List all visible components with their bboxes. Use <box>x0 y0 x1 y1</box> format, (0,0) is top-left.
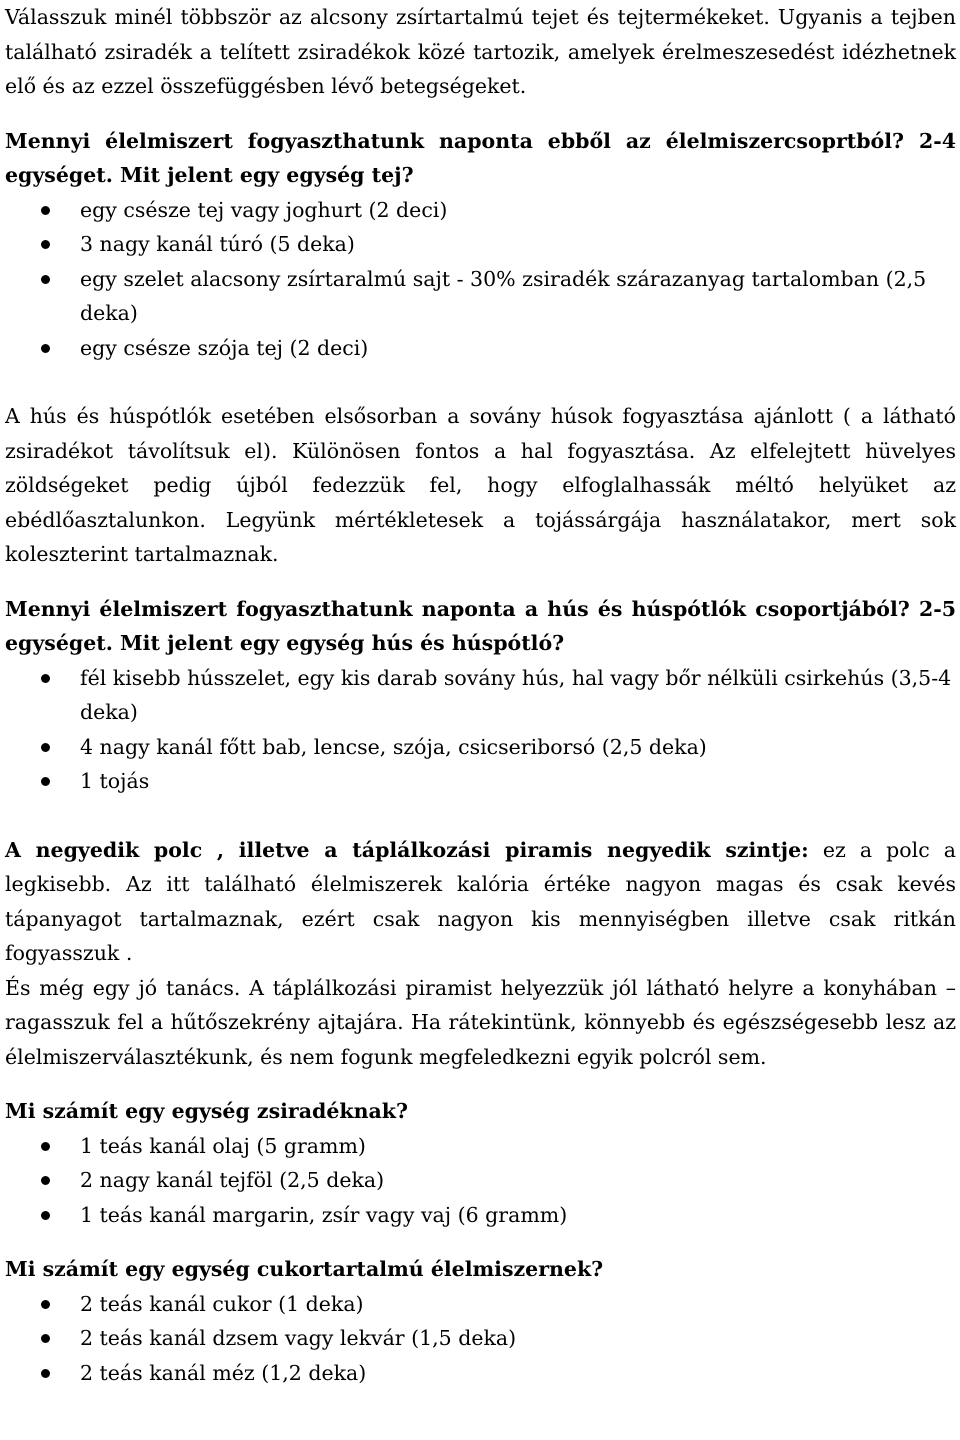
sugar-unit-list <box>5 1287 956 1391</box>
intro-paragraph: Válasszuk minél többször az alcsony zsírtartalmú tejet és tejtermékeket. Ugyanis a tejben található zsiradék a telített zsiradékok közé tartozik, amelyek érelmeszesedést idézhetnek elő és az ezzel összefüggésben lévő betegségeket. <box>5 5 956 98</box>
document-page <box>5 0 956 1390</box>
list-item: 2 teás kanál dzsem vagy lekvár (1,5 deka) <box>5 1321 956 1356</box>
bullet-icon <box>41 1142 50 1151</box>
meat-paragraph: A hús és húspótlók esetében elsősorban a sovány húsok fogyasztása ajánlott ( a látható zsiradékot távolítsuk el). Különösen fontos a hal fogyasztása. Az elfelejtett hüvelyes zöldségeket pedig újból fedezzük fel, hogy elfoglalhassák méltó helyüket az ebédlőasztalunkon. Legyünk mértékletesek a tojássárgája használatakor, mert sok koleszterint tartalmaznak. <box>5 404 956 566</box>
list-item: fél kisebb hússzelet, egy kis darab sovány hús, hal vagy bőr nélküli csirkehús (3,5-4 deka) <box>5 661 956 730</box>
bullet-icon <box>41 1300 50 1309</box>
list-item: 2 nagy kanál tejföl (2,5 deka) <box>5 1163 956 1198</box>
bullet-icon <box>41 777 50 786</box>
list-item: 4 nagy kanál főtt bab, lencse, szója, csicseriborsó (2,5 deka) <box>5 730 956 765</box>
bullet-icon <box>41 743 50 752</box>
dairy-unit-list <box>5 193 956 366</box>
meat-heading: Mennyi élelmiszert fogyaszthatunk naponta a hús és húspótlók csoportjából? 2-5 egységet. Mit jelent egy egység hús és húspótló? <box>5 596 956 655</box>
fourth-shelf-paragraph <box>5 833 956 971</box>
bullet-icon <box>41 1176 50 1185</box>
sugar-heading: Mi számít egy egység cukortartalmú élelmiszernek? <box>5 1257 604 1281</box>
fourth-shelf-text: ez a polc a legkisebb. Az itt található élelmiszerek kalória értéke nagyon magas és csak kevés tápanyagot tartalmaznak, ezért csak nagyon kis mennyiségben illetve csak ritkán fogyasszuk . <box>5 837 956 965</box>
list-item: egy csésze szója tej (2 deci) <box>5 331 956 366</box>
list-item: 2 teás kanál cukor (1 deka) <box>5 1287 956 1322</box>
bullet-icon <box>41 275 50 284</box>
dairy-heading: Mennyi élelmiszert fogyaszthatunk naponta ebből az élelmiszercsoprtból? 2-4 egységet. Mit jelent egy egység tej? <box>5 128 956 187</box>
bullet-icon <box>41 240 50 249</box>
bullet-icon <box>41 674 50 683</box>
meat-unit-list <box>5 661 956 799</box>
bullet-icon <box>41 1369 50 1378</box>
list-item: egy szelet alacsony zsírtaralmú sajt - 30% zsiradék szárazanyag tartalomban (2,5 deka) <box>5 262 956 331</box>
bullet-icon <box>41 344 50 353</box>
bullet-icon <box>41 1211 50 1220</box>
list-item: 1 tojás <box>5 764 956 799</box>
list-item: 1 teás kanál olaj (5 gramm) <box>5 1129 956 1164</box>
fat-heading: Mi számít egy egység zsiradéknak? <box>5 1099 408 1123</box>
list-item: 2 teás kanál méz (1,2 deka) <box>5 1356 956 1391</box>
bullet-icon <box>41 1334 50 1343</box>
list-item: egy csésze tej vagy joghurt (2 deci) <box>5 193 956 228</box>
list-item: 3 nagy kanál túró (5 deka) <box>5 227 956 262</box>
list-item: 1 teás kanál margarin, zsír vagy vaj (6 gramm) <box>5 1198 956 1233</box>
fourth-shelf-title: A negyedik polc , illetve a táplálkozási piramis negyedik szintje: <box>5 837 809 862</box>
fat-unit-list <box>5 1129 956 1233</box>
bullet-icon <box>41 206 50 215</box>
advice-paragraph: És még egy jó tanács. A táplálkozási piramist helyezzük jól látható helyre a konyhában – ragasszuk fel a hűtőszekrény ajtajára. Ha rátekintünk, könnyebb és egészségesebb lesz az élelmiszerválasztékunk, és nem fogunk megfeledkezni egyik polcról sem. <box>5 975 956 1069</box>
